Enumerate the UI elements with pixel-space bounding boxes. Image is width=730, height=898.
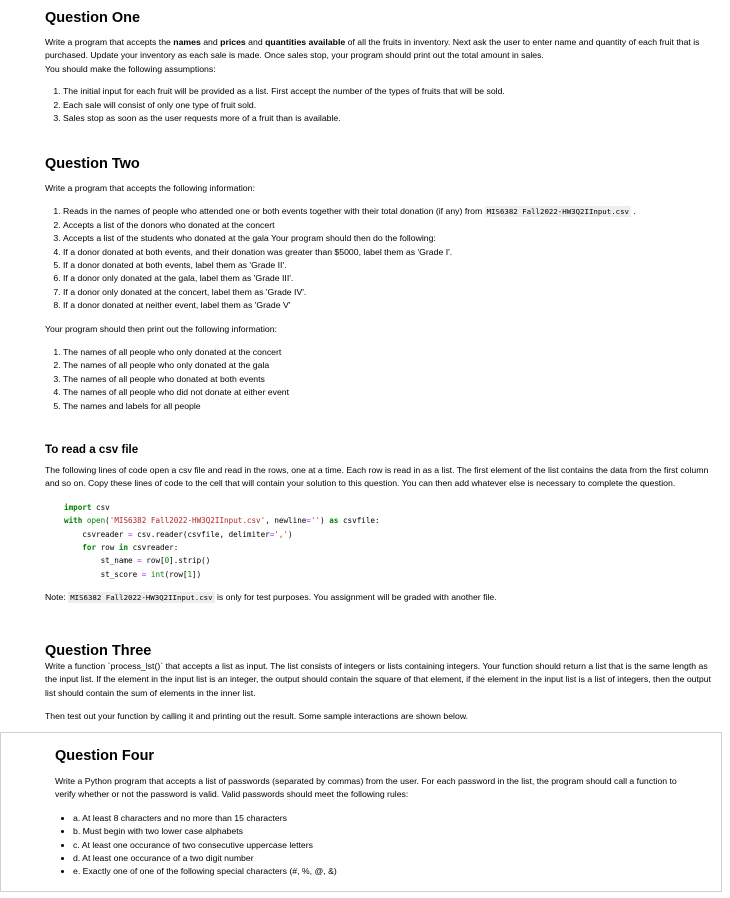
question-three-test-note: Then test out your function by calling it and printing out the result. Some sample interactions are shown below. [45,711,469,722]
list-item: 6. If a donor only donated at the gala, label them as 'Grade III'. [63,272,718,285]
list-item: 4. The names of all people who did not donate at either event [63,386,718,399]
question-four-description: Write a Python program that accepts a list of passwords (separated by commas) from the user. For each password in the list, the program should call a function to verify whether or not the password is valid. Valid passwords should meet the following rules: [55,776,677,800]
list-item: 1. Reads in the names of people who attended one or both events together with their total donation (if any) from MIS6382 Fall2022-HW3Q2IInput.csv . [63,205,718,218]
list-item: • b. Must begin with two lower case alphabets [73,825,721,838]
question-three-title: Question Three [45,643,152,659]
list-item: 3. The names of all people who donated at both events [63,373,718,386]
csv-section-description: The following lines of code open a csv file and read in the rows, one at a time. Each row is read in as a list. The first element of the list contains the data from the first column and so on. Copy these lines of code to the cell that will contain your solution to this question. You can then add whatever else is necessary to complete the question. [45,465,709,489]
list-item: 5. The names and labels for all people [63,400,718,413]
csv-code-block[interactable] [45,501,718,581]
code-line: import csv [64,502,110,512]
code-line: with open('MIS6382 Fall2022-HW3Q2IInput.csv', newline='') as csvfile: [64,516,380,526]
question-one-cell[interactable] [45,9,718,125]
question-three-description: Write a function `process_lst()` that accepts a list as input. The list consists of integers or lists containing integers. Your function should return a list that is the same length as the input list. If the element in the input list is an integer, the output should contain the square of that element, if the element in the input list is a list of integers, then the output list should contain the sum of elements in the inner list. [45,661,711,698]
question-two-title: Question Two [45,156,140,172]
question-two-cell[interactable] [45,155,718,413]
list-item: 2. Accepts a list of the donors who donated at the concert [63,219,718,232]
list-item: 2. The names of all people who only donated at the gala [63,359,718,372]
csv-note-filename-code: MIS6382 Fall2022-HW3Q2IInput.csv [70,593,213,603]
list-item: 2. Each sale will consist of only one type of fruit sold. [63,99,718,112]
question-one-title: Question One [45,10,141,26]
question-two-print-list [45,346,718,413]
list-item: 1. The initial input for each fruit will be provided as a list. First accept the number of the types of fruits that will be sold. [63,85,718,98]
question-two-print-intro: Your program should then print out the following information: [45,323,277,334]
question-two-steps [45,205,718,312]
csv-note: Note: MIS6382 Fall2022-HW3Q2IInput.csv is only for test purposes. You assignment will be graded with another file. [45,592,497,603]
csv-filename-code: MIS6382 Fall2022-HW3Q2IInput.csv [486,207,629,217]
list-item: 8. If a donor donated at neither event, label them as 'Grade V' [63,299,718,312]
list-item: 3. Accepts a list of the students who donated at the gala Your program should then do the following: [63,232,718,245]
code-line: st_score = int(row[1]) [100,569,202,579]
list-item: 4. If a donor donated at both events, and their donation was greater than $5000, label them as 'Grade I'. [63,246,718,259]
question-one-assumptions [45,85,718,125]
question-four-title: Question Four [55,748,155,764]
list-item: 1. The names of all people who only donated at the concert [63,346,718,359]
code-line: csvreader = csv.reader(csvfile, delimiter=',') [82,529,293,539]
question-two-intro: Write a program that accepts the following information: [45,183,255,193]
question-four-rules [55,812,721,879]
question-four-cell[interactable] [0,732,722,892]
code-line: for row in csvreader: [82,543,179,553]
list-item: 3. Sales stop as soon as the user requests more of a fruit than is available. [63,112,718,125]
csv-section-cell[interactable] [45,442,718,605]
list-item: • d. At least one occurance of a two digit number [73,852,721,865]
question-three-cell[interactable] [45,642,718,724]
list-item: • e. Exactly one of one of the following special characters (#, %, @, &) [73,865,721,878]
csv-section-title: To read a csv file [45,443,139,456]
list-item: • a. At least 8 characters and no more than 15 characters [73,812,721,825]
list-item: 5. If a donor donated at both events, label them as 'Grade II'. [63,259,718,272]
code-line: st_name = row[0].strip() [100,556,211,566]
list-item: • c. At least one occurance of two consecutive uppercase letters [73,839,721,852]
list-item: 7. If a donor only donated at the concert, label them as 'Grade IV'. [63,286,718,299]
question-one-intro: Write a program that accepts the names and prices and quantities available of all the fruits in inventory. Next ask the user to enter name and quantity of each fruit that is purchased. Update your inventory as each sale is made. Once sales stop, your program should print out the total amount in sales. You should make the following assumptions: [45,37,700,74]
